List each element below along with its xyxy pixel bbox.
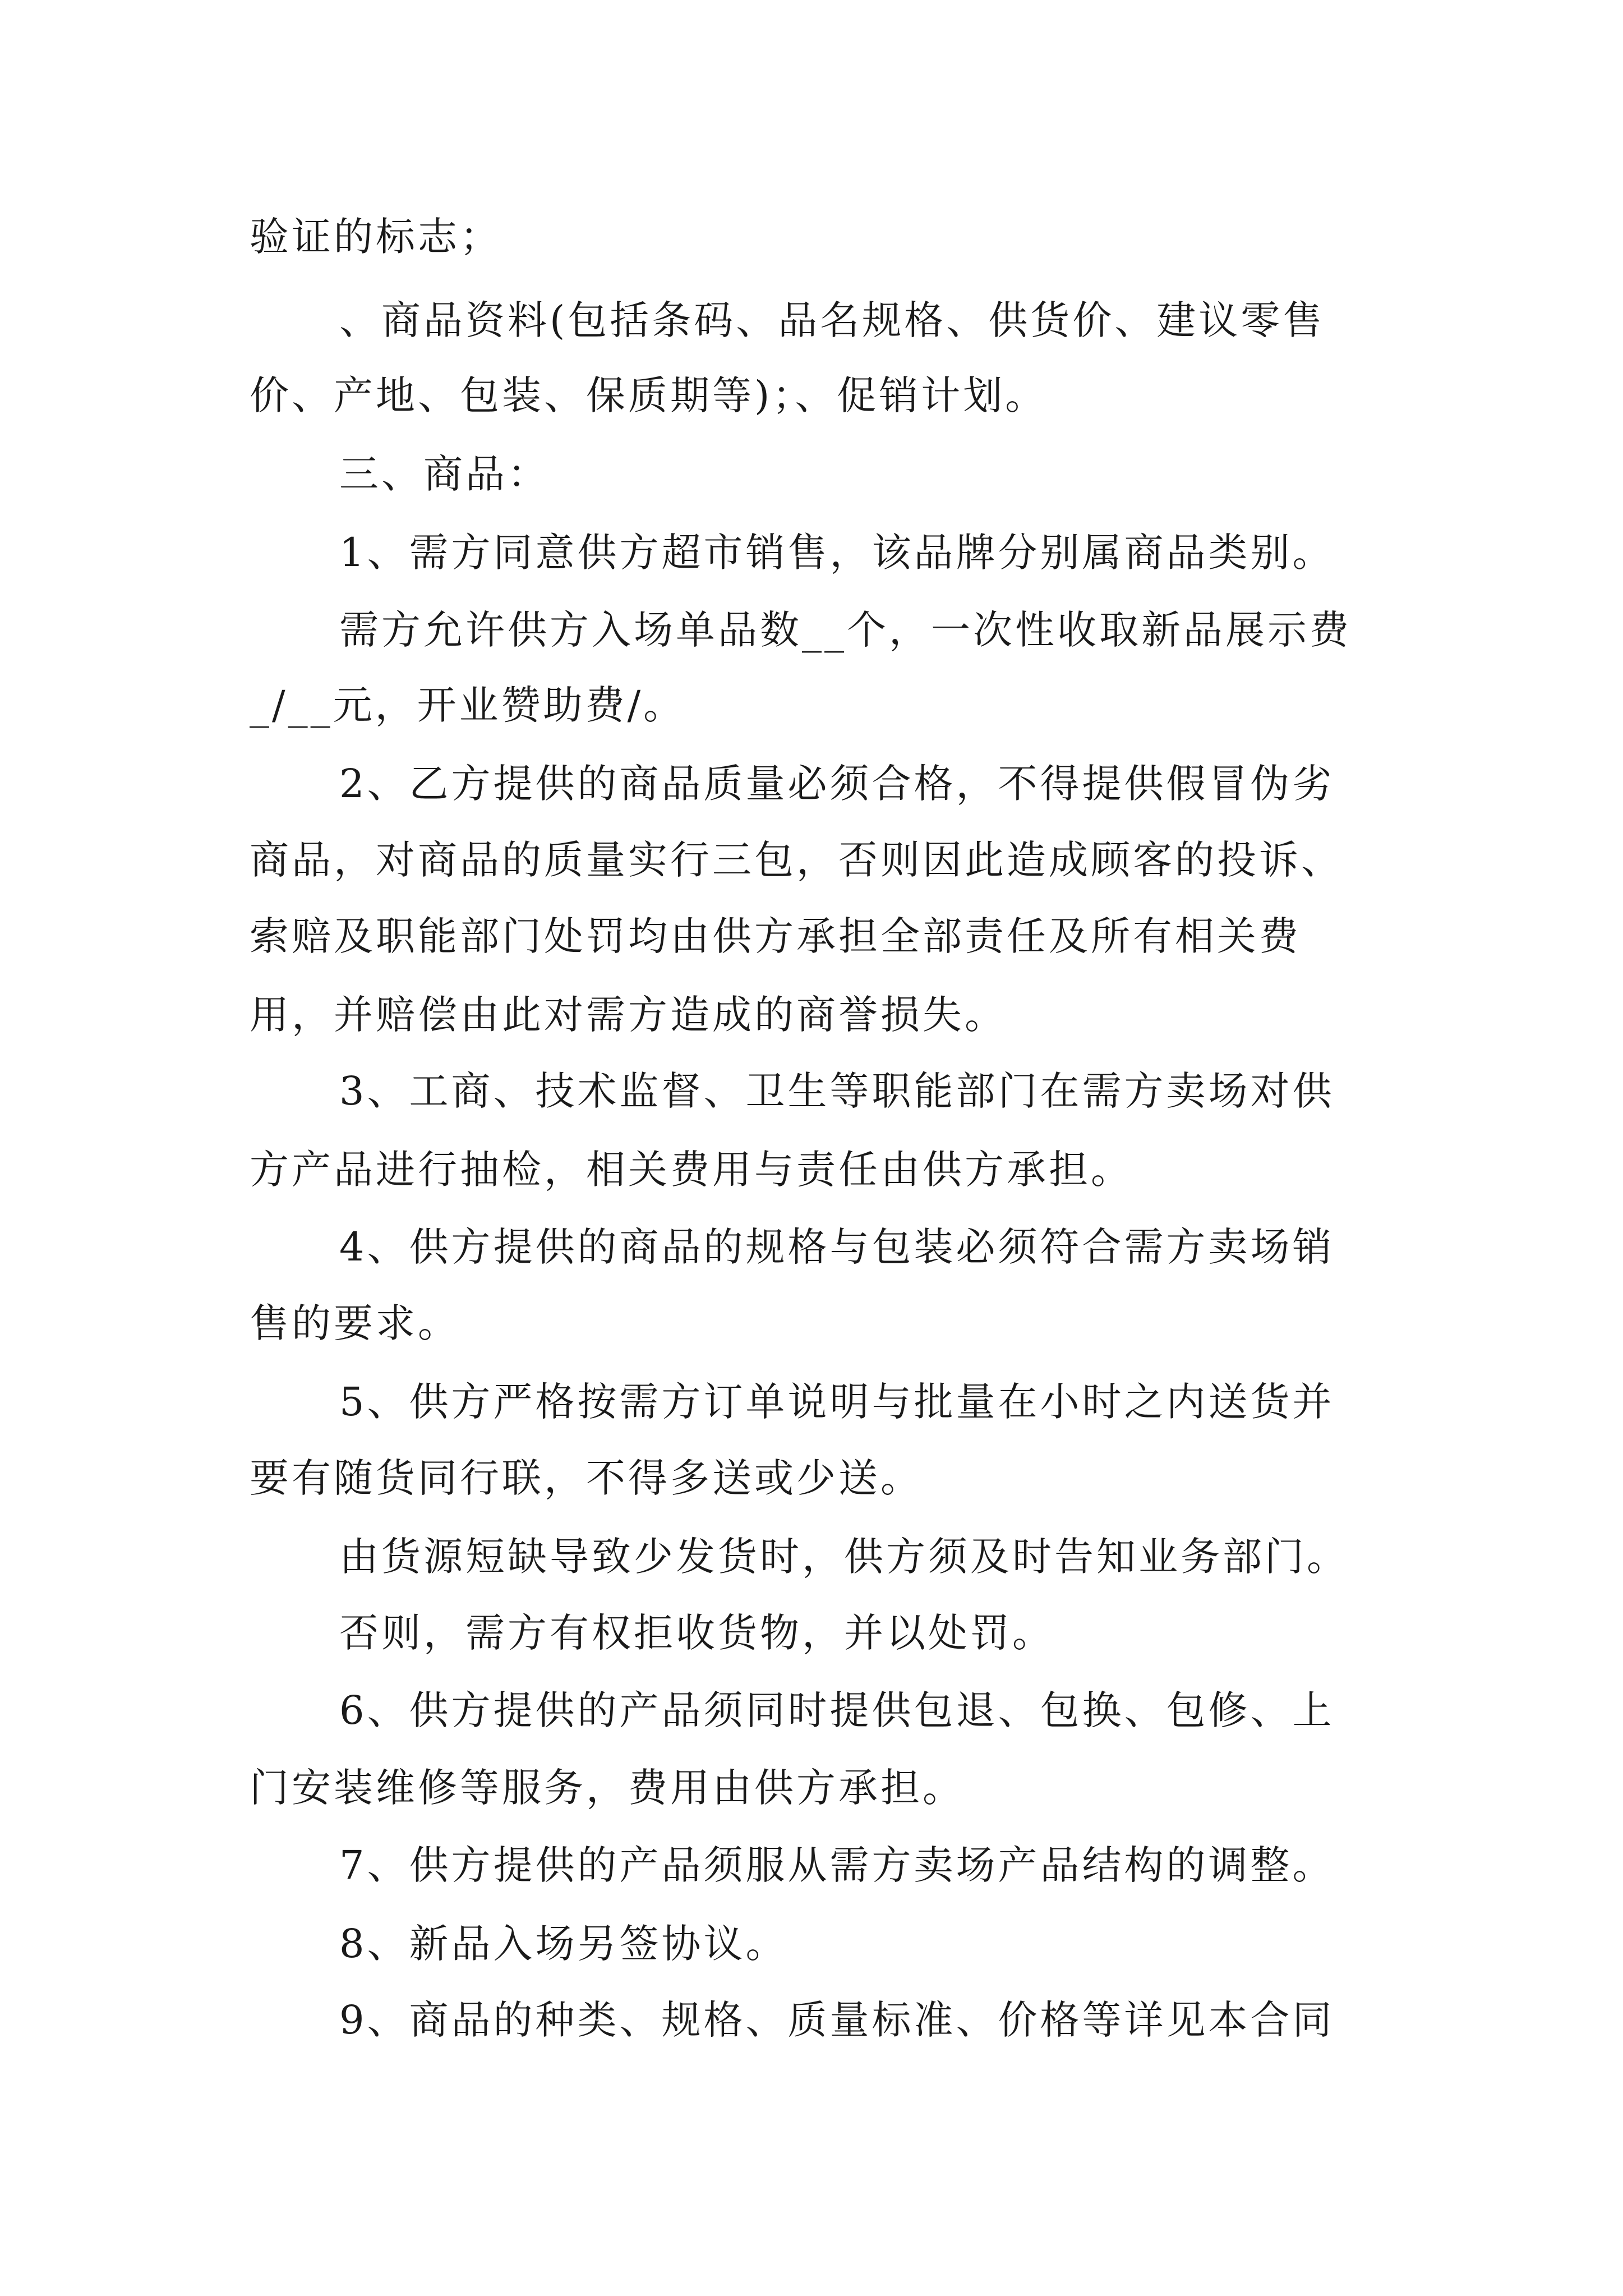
section-heading: 三、商品： [339, 451, 550, 497]
text-line: 7、供方提供的产品须服从需方卖场产品结构的调整。 [339, 1842, 1335, 1888]
text-line: 5、供方严格按需方订单说明与批量在小时之内送货并 [339, 1379, 1335, 1425]
text-line: 1、需方同意供方超市销售，该品牌分别属商品类别。 [339, 530, 1335, 576]
text-line: 方产品进行抽检，相关费用与责任由供方承担。 [250, 1147, 1133, 1193]
text-line: 索赔及职能部门处罚均由供方承担全部责任及所有相关费 [250, 913, 1301, 959]
text-line: 由货源短缺导致少发货时，供方须及时告知业务部门。 [339, 1534, 1349, 1580]
text-line: 验证的标志； [250, 214, 502, 260]
text-line: 商品，对商品的质量实行三包，否则因此造成顾客的投诉、 [250, 837, 1343, 883]
text-line: 门安装维修等服务，费用由供方承担。 [250, 1765, 965, 1811]
text-line: 用，并赔偿由此对需方造成的商誉损失。 [250, 992, 1007, 1038]
text-line: 8、新品入场另签协议。 [339, 1921, 788, 1967]
text-line: 售的要求。 [250, 1300, 460, 1346]
text-line: 4、供方提供的商品的规格与包装必须符合需方卖场销 [339, 1224, 1335, 1270]
text-line: 需方允许供方入场单品数__个，一次性收取新品展示费 [339, 607, 1352, 653]
text-line: 2、乙方提供的商品质量必须合格，不得提供假冒伪劣 [339, 761, 1335, 807]
text-line: 3、工商、技术监督、卫生等职能部门在需方卖场对供 [339, 1068, 1335, 1114]
text-line: 、商品资料(包括条码、品名规格、供货价、建议零售 [339, 297, 1325, 343]
text-line: 要有随货同行联，不得多送或少送。 [250, 1455, 923, 1501]
text-line: 9、商品的种类、规格、质量标准、价格等详见本合同 [339, 1997, 1335, 2043]
text-line: 价、产地、包装、保质期等)；、促销计划。 [250, 372, 1048, 418]
text-line: _/__元，开业赞助费/。 [250, 682, 686, 728]
text-line: 否则，需方有权拒收货物，并以处罚。 [339, 1610, 1054, 1656]
text-line: 6、供方提供的产品须同时提供包退、包换、包修、上 [339, 1687, 1335, 1733]
